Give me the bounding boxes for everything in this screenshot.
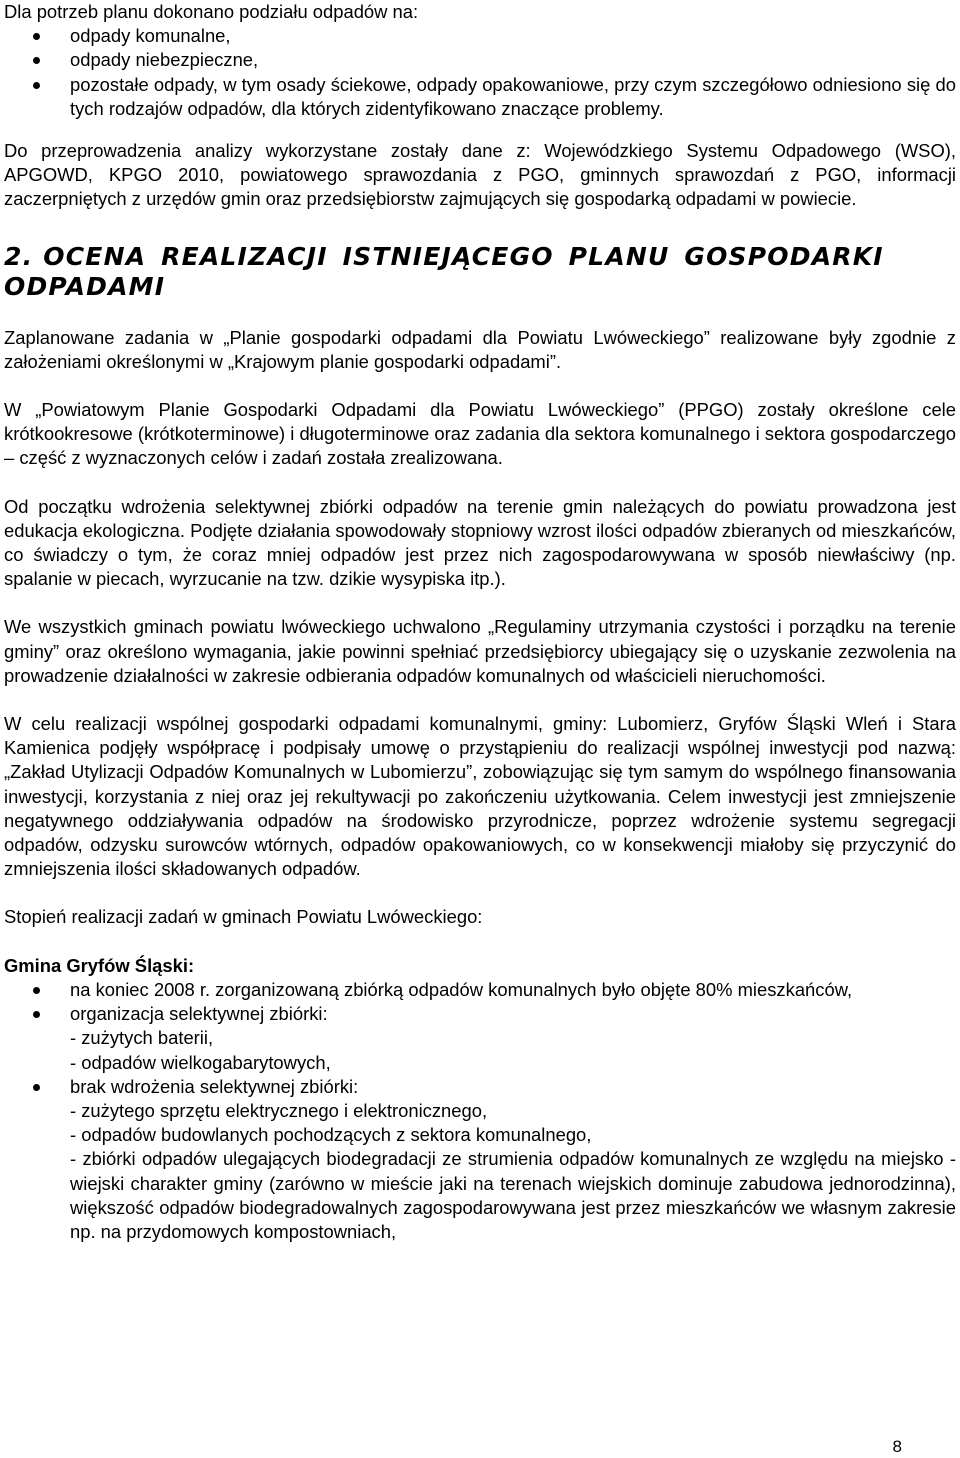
paragraph: We wszystkich gminach powiatu lwóweckiego uchwalono „Regulaminy utrzymania czystości i porządku na terenie gminy” oraz określono wymagania, jakie powinni spełniać przedsiębiorcy ubiegający się o uzyskanie zezwolenia na prowadzenie działalności w zakresie odbierania odpadów komunalnych od właścicieli nieruchomości. — [4, 616, 956, 686]
list-item-text: na koniec 2008 r. zorganizowaną zbiórką odpadów komunalnych było objęte 80% mieszkańców, — [70, 978, 853, 1000]
paragraph: Zaplanowane zadania w „Planie gospodarki odpadami dla Powiatu Lwóweckiego” realizowane były zgodnie z założeniami określonymi w „Krajowym planie gospodarki odpadami”. — [4, 326, 956, 372]
list-item: odpady komunalne, — [4, 24, 956, 48]
municipality-status-list — [4, 978, 956, 1244]
paragraph: W celu realizacji wspólnej gospodarki odpadami komunalnymi, gminy: Lubomierz, Gryfów Śląski Wleń i Stara Kamienica podjęły współpracę i podpisały umowę o przystąpieniu do realizacji wspólnej inwestycji pod nazwą: „Zakład Utylizacji Odpadów Komunalnych w Lubomierzu”, zobowiązując się tym samym do wspólnego finansowania inwestycji, korzystania z niej oraz jej rekultywacji po zakończeniu użytkowania. Celem inwestycji jest zmniejszenie negatywnego oddziaływania odpadów na środowisko przyrodnicze, poprzez wdrożenie systemu segregacji odpadów, odzysku surowców wtórnych, odpadów opakowaniowych, co w konsekwencji miałoby się przyczynić do zmniejszenia ilości składowanych odpadów. — [4, 713, 956, 880]
sub-item: - zużytego sprzętu elektrycznego i elektronicznego, — [70, 1099, 488, 1121]
section-heading — [4, 242, 956, 302]
section-title: OCENA REALIZACJI ISTNIEJĄCEGO PLANU GOSPODARKI ODPADAMI — [4, 241, 884, 301]
sub-item: - zbiórki odpadów ulegających biodegradacji ze strumienia odpadów komunalnych ze względu na miejsko - wiejski charakter gminy (zarówno w mieście jaki na terenach wiejskich dominuje zabudowa jednorodzinna), większość odpadów biodegradowalnych zagospodarowywana jest przez mieszkańców we własnym zakresie np. na przydomowych kompostowniach, — [70, 1148, 956, 1242]
sub-item: - odpadów wielkogabarytowych, — [70, 1051, 331, 1073]
sub-item: - zużytych baterii, — [70, 1027, 214, 1049]
waste-categories-list — [4, 24, 956, 121]
intro-text: Dla potrzeb planu dokonano podziału odpadów na: — [4, 1, 419, 22]
list-item — [4, 978, 956, 1002]
list-item: pozostałe odpady, w tym osady ściekowe, odpady opakowaniowe, przy czym szczegółowo odniesiono się do tych rodzajów odpadów, dla których zidentyfikowano znaczące problemy. — [4, 73, 956, 121]
list-item-text: brak wdrożenia selektywnej zbiórki: — [70, 1075, 359, 1097]
page-number: 8 — [892, 1437, 902, 1456]
document-page — [4, 0, 956, 1244]
sub-item: - odpadów budowlanych pochodzących z sektora komunalnego, — [70, 1124, 592, 1146]
list-item — [4, 1002, 956, 1075]
paragraph: Od początku wdrożenia selektywnej zbiórki odpadów na terenie gmin należących do powiatu prowadzona jest edukacja ekologiczna. Podjęte działania spowodowały stopniowy wzrost ilości odpadów zbieranych od mieszkańców, co świadczy o tym, że coraz mniej odpadów jest przez nich zagospodarowywana w sposób niewłaściwy (np. spalanie w piecach, wyrzucanie na tzw. dzikie wysypiska itp.). — [4, 495, 956, 590]
list-item — [4, 1075, 956, 1244]
list-item-text: organizacja selektywnej zbiórki: — [70, 1003, 328, 1025]
list-item: odpady niebezpieczne, — [4, 48, 956, 72]
data-sources-paragraph: Do przeprowadzenia analizy wykorzystane zostały dane z: Wojewódzkiego Systemu Odpadowego (WSO), APGOWD, KPGO 2010, powiatowego sprawozdania z PGO, gminnych sprawozdań z PGO, informacji zaczerpniętych z urzędów gmin oraz przedsiębiorstw zajmujących się gospodarką odpadami w powiecie. — [4, 140, 956, 210]
paragraph: Stopień realizacji zadań w gminach Powiatu Lwóweckiego: — [4, 906, 483, 928]
section-number: 2. — [4, 241, 34, 271]
municipality-heading: Gmina Gryfów Śląski: — [4, 954, 195, 976]
paragraph: W „Powiatowym Planie Gospodarki Odpadami dla Powiatu Lwóweckiego” (PPGO) zostały określone cele krótkookresowe (krótkoterminowe) i długoterminowe oraz zadania dla sektora komunalnego i sektora gospodarczego – część z wyznaczonych celów i zadań została zrealizowana. — [4, 399, 956, 469]
